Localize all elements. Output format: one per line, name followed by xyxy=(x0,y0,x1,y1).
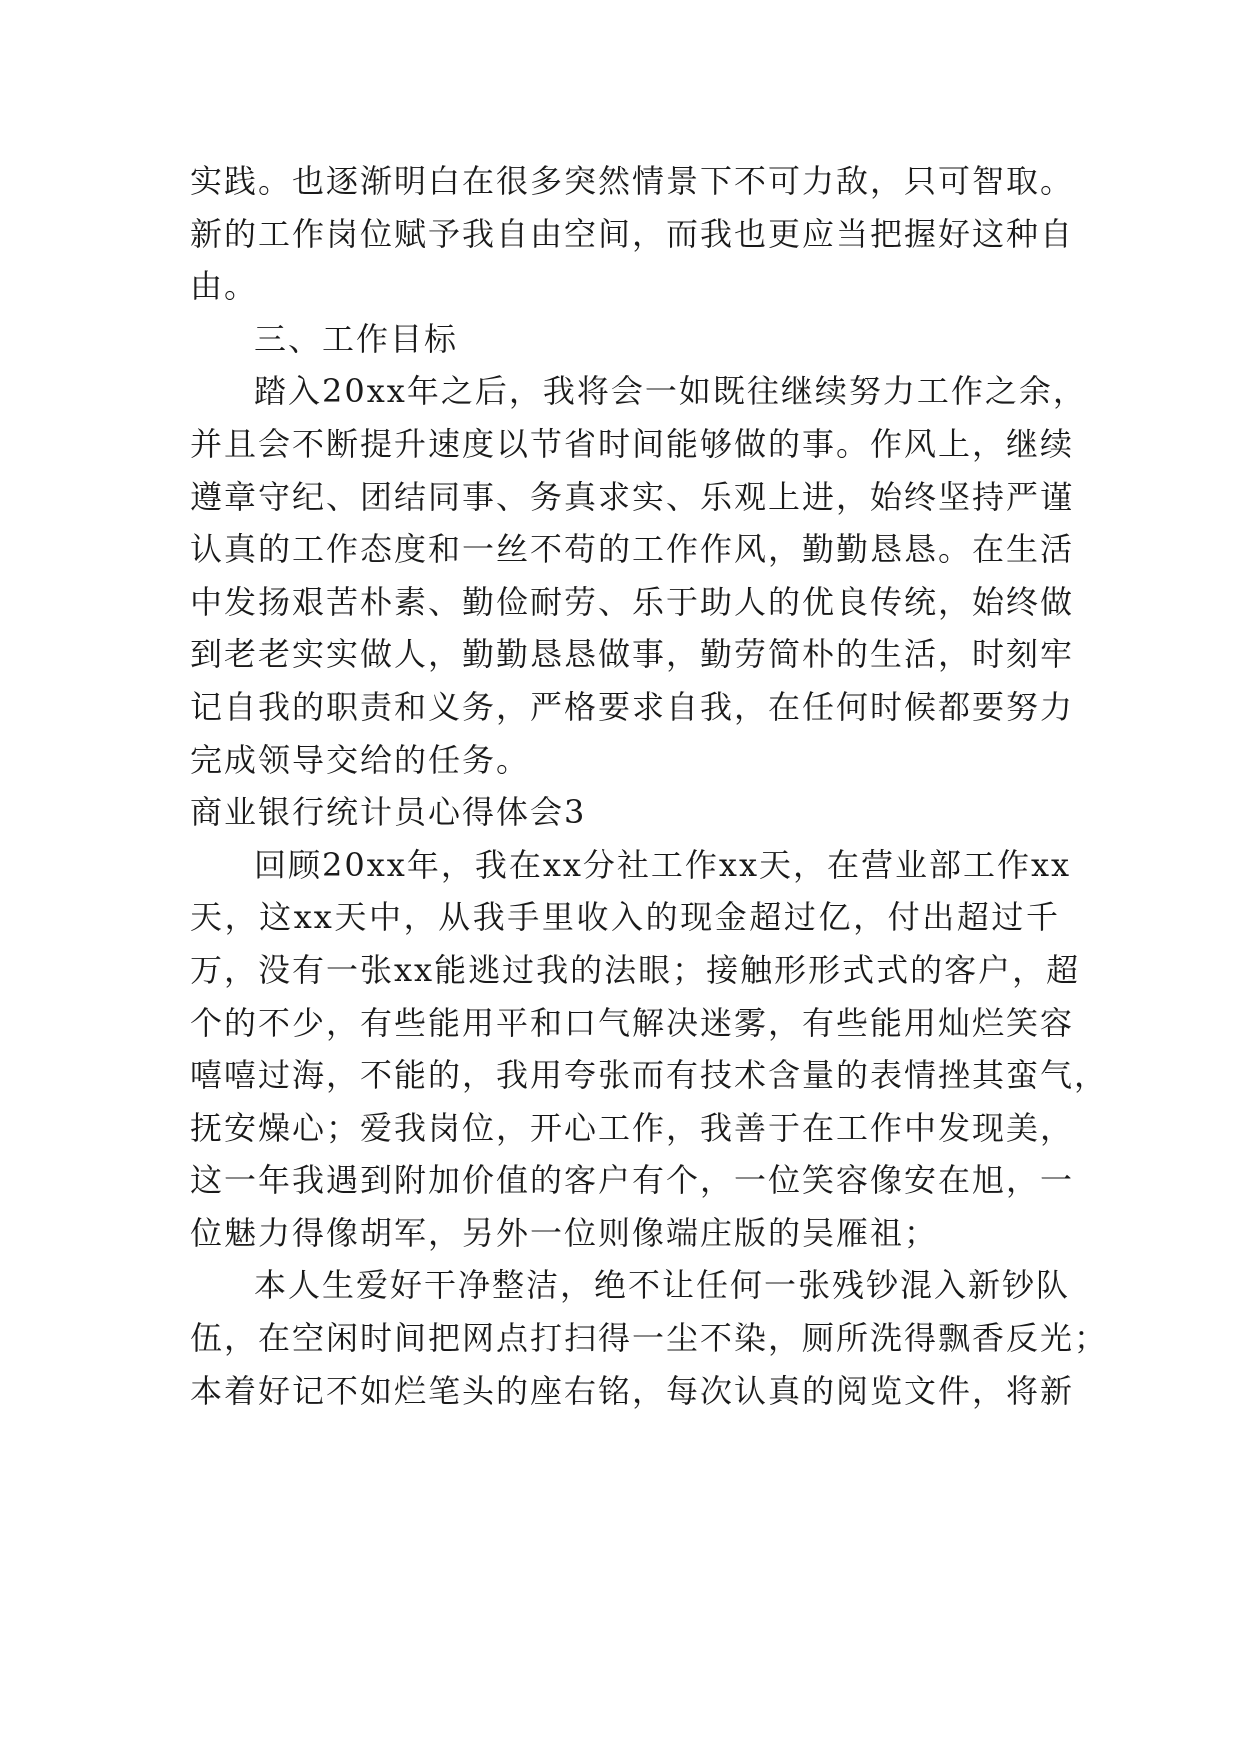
text-line: 由。 xyxy=(190,267,259,306)
paragraph-habits xyxy=(190,1259,1109,1417)
text-line: 位魅力得像胡军，另外一位则像端庄版的吴雁祖； xyxy=(190,1213,939,1252)
text-line: 遵章守纪、团结同事、务真求实、乐观上进，始终坚持严谨 xyxy=(190,477,1075,516)
text-line: 这一年我遇到附加价值的客户有个，一位笑容像安在旭，一 xyxy=(190,1161,1075,1200)
text-line: 抚安燥心；爱我岗位，开心工作，我善于在工作中发现美， xyxy=(190,1108,1075,1147)
article-heading-text: 商业银行统计员心得体会3 xyxy=(190,793,587,832)
text-line: 本人生爱好干净整洁，绝不让任何一张残钞混入新钞队 xyxy=(254,1266,1071,1305)
text-line: 踏入20xx年之后，我将会一如既往继续努力工作之余， xyxy=(254,372,1087,411)
text-line: 实践。也逐渐明白在很多突然情景下不可力敌，只可智取。 xyxy=(190,162,1075,200)
text-line: 完成领导交给的任务。 xyxy=(190,740,531,779)
paragraph-review xyxy=(190,839,1109,1260)
section-heading-text: 三、工作目标 xyxy=(254,319,459,358)
section-heading-work-goals xyxy=(190,313,1060,366)
article-heading xyxy=(190,786,1060,839)
text-line: 并且会不断提升速度以节省时间能够做的事。作风上，继续 xyxy=(190,424,1075,463)
text-line: 天，这xx天中，从我手里收入的现金超过亿，付出超过千 xyxy=(190,898,1060,937)
document-body xyxy=(190,155,1109,1417)
paragraph-continuation xyxy=(190,155,1075,313)
text-line: 本着好记不如烂笔头的座右铭，每次认真的阅览文件，将新 xyxy=(190,1371,1075,1410)
text-line: 到老老实实做人，勤勤恳恳做事，勤劳简朴的生活，时刻牢 xyxy=(190,635,1075,674)
text-line: 个的不少，有些能用平和口气解决迷雾，有些能用灿烂笑容 xyxy=(190,1003,1075,1042)
text-line: 新的工作岗位赋予我自由空间，而我也更应当把握好这种自 xyxy=(190,214,1075,253)
text-line: 万，没有一张xx能逃过我的法眼；接触形形式式的客户，超 xyxy=(190,950,1081,989)
paragraph-work-goals xyxy=(190,365,1087,786)
text-line: 记自我的职责和义务，严格要求自我，在任何时候都要努力 xyxy=(190,687,1075,726)
text-line: 嘻嘻过海，不能的，我用夸张而有技术含量的表情挫其蛮气， xyxy=(190,1056,1109,1095)
text-line: 伍，在空闲时间把网点打扫得一尘不染，厕所洗得飘香反光； xyxy=(190,1319,1109,1358)
text-line: 认真的工作态度和一丝不苟的工作作风，勤勤恳恳。在生活 xyxy=(190,530,1075,569)
text-line: 回顾20xx年，我在xx分社工作xx天，在营业部工作xx xyxy=(254,845,1072,884)
text-line: 中发扬艰苦朴素、勤俭耐劳、乐于助人的优良传统，始终做 xyxy=(190,582,1075,621)
